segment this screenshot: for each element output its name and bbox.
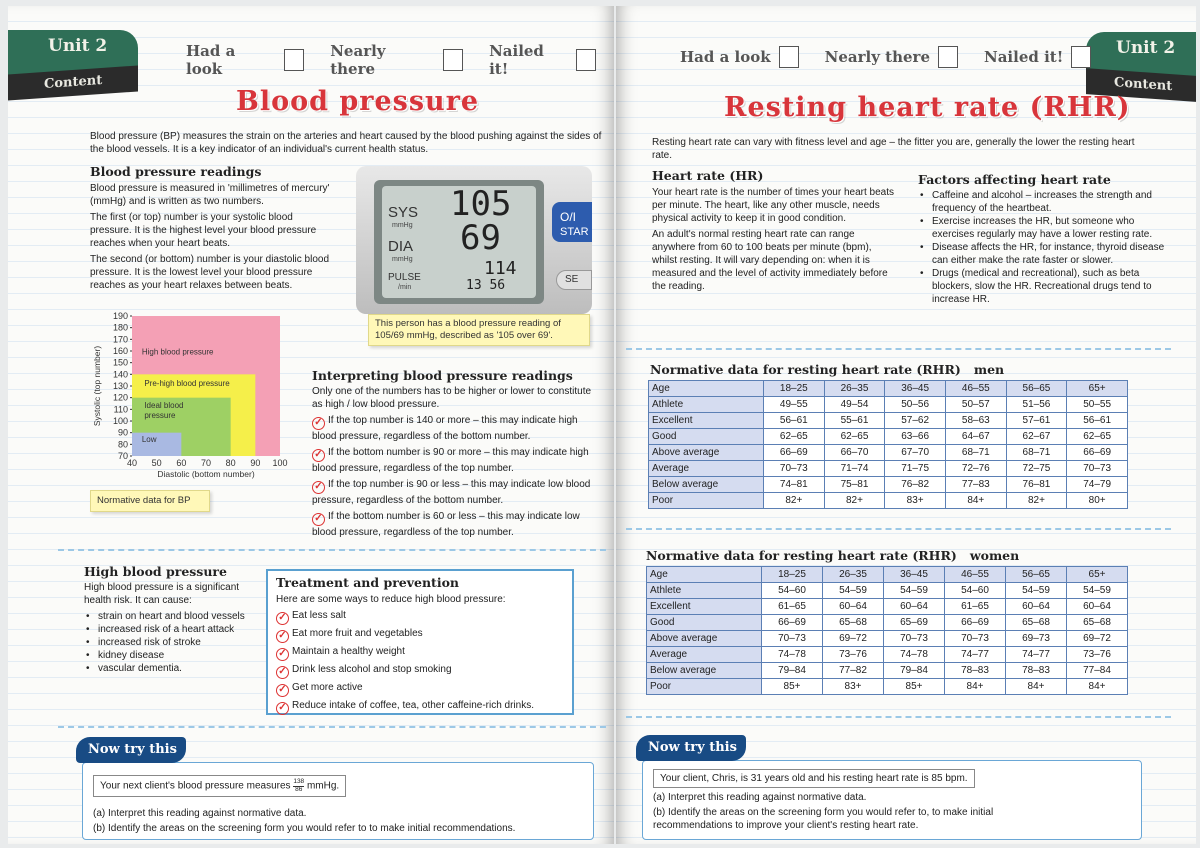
nailed-it-checkbox[interactable] — [1071, 46, 1091, 68]
tick-icon: ✓ — [276, 666, 289, 679]
table-cell: 56–65 — [1006, 381, 1067, 397]
diastolic-display: 69 — [460, 218, 501, 258]
factor-item: • Exercise increases the HR, but someone who exercises regularly may have a lower resting rate. — [918, 215, 1168, 241]
table-cell: Above average — [649, 445, 764, 461]
table-cell: 65+ — [1067, 381, 1128, 397]
high-bp-list — [84, 610, 254, 675]
x-tick-label: 100 — [272, 458, 288, 468]
table-cell: 74–78 — [762, 647, 823, 663]
y-tick-label: 160 — [112, 346, 128, 356]
intro-text: Resting heart rate can vary with fitness level and age – the fitter you are, generally the lower the resting heart rate. — [652, 137, 1135, 161]
bp-fraction — [293, 779, 304, 793]
had-a-look-checkbox[interactable] — [779, 46, 799, 68]
table-cell: 77–83 — [945, 477, 1006, 493]
interpreting-text — [312, 385, 594, 542]
table-cell: 49–54 — [824, 397, 885, 413]
now-try-a: (a) Interpret this reading against normative data. — [93, 808, 307, 819]
table-cell: 60–64 — [823, 599, 884, 615]
men-table-heading — [650, 362, 1004, 377]
list-item: • strain on heart and blood vessels — [84, 610, 254, 623]
region-label: Pre-high blood pressure — [144, 379, 230, 388]
treatment-item-label: Eat less salt — [292, 610, 346, 621]
table-cell: 84+ — [945, 679, 1006, 695]
treatment-item — [276, 661, 571, 679]
pulse-label: PULSE — [388, 272, 421, 283]
table-cell: 61–65 — [762, 599, 823, 615]
tick-icon: ✓ — [312, 513, 325, 526]
table-cell: 82+ — [824, 493, 885, 509]
table-row — [649, 397, 1128, 413]
table-cell: 82+ — [764, 493, 825, 509]
treatment-item-label: Reduce intake of coffee, tea, other caffeine-rich drinks. — [292, 700, 534, 711]
table-cell: 73–76 — [1067, 647, 1128, 663]
tick-icon: ✓ — [276, 648, 289, 661]
start-button: STAR — [560, 226, 589, 238]
hr-p1: Your heart rate is the number of times your heart beats per minute. The heart, like any other muscle, needs physical activity to keep it in good condition. — [652, 187, 894, 224]
table-cell: Average — [647, 647, 762, 663]
y-tick-label: 100 — [112, 416, 128, 426]
table-cell: 46–55 — [945, 567, 1006, 583]
hr-text — [652, 186, 897, 296]
table-cell: Poor — [649, 493, 764, 509]
table-cell: 65–69 — [884, 615, 945, 631]
now-try-badge-right: Now try this — [636, 735, 746, 761]
table-cell: 84+ — [945, 493, 1006, 509]
table-cell: Poor — [647, 679, 762, 695]
y-tick-label: 130 — [112, 381, 128, 391]
table-cell: 69–72 — [1067, 631, 1128, 647]
progress-tracker-right — [680, 46, 1109, 68]
men-heading-text: Normative data for resting heart rate (RHR) — [650, 362, 961, 377]
had-a-look-label: Had a look — [186, 42, 236, 78]
x-tick-label: 70 — [200, 458, 212, 468]
bp-chart — [82, 308, 292, 480]
list-item: • vascular dementia. — [84, 662, 254, 675]
table-cell: 77–84 — [1067, 663, 1128, 679]
dia-label: DIA — [388, 238, 414, 255]
table-cell: 60–64 — [1006, 599, 1067, 615]
interpreting-heading: Interpreting blood pressure readings — [312, 368, 573, 383]
table-cell: 76–81 — [1006, 477, 1067, 493]
table-row — [649, 477, 1128, 493]
now-try-b: (b) Identify the areas on the screening form you would refer to, to make initial recommendations to improve your client's resting heart rate. — [653, 807, 994, 831]
x-tick-label: 80 — [225, 458, 236, 468]
table-cell: 26–35 — [824, 381, 885, 397]
table-cell: 57–61 — [1006, 413, 1067, 429]
treatment-item — [276, 643, 571, 661]
prompt-post: mmHg. — [306, 780, 340, 792]
table-cell: 66–69 — [1067, 445, 1128, 461]
table-cell: Average — [649, 461, 764, 477]
region-label: Ideal blood — [144, 401, 184, 411]
region-low — [132, 433, 181, 456]
tick-icon: ✓ — [312, 417, 325, 430]
table-cell: 56–65 — [1006, 567, 1067, 583]
sys-label: SYS — [388, 204, 419, 221]
treatment-item-label: Get more active — [292, 682, 363, 693]
pulse-unit: /min — [398, 284, 412, 291]
y-tick-label: 110 — [113, 404, 128, 415]
table-cell: 58–63 — [945, 413, 1006, 429]
table-cell: 80+ — [1067, 493, 1128, 509]
table-header-row — [647, 567, 1128, 583]
table-cell: 77–82 — [823, 663, 884, 679]
table-cell: 74–77 — [945, 647, 1006, 663]
table-cell: 70–73 — [945, 631, 1006, 647]
tick-icon: ✓ — [312, 449, 325, 462]
divider — [626, 348, 1171, 350]
table-cell: 54–59 — [1006, 583, 1067, 599]
section-label: Content — [1086, 68, 1196, 102]
table-cell: 78–83 — [945, 663, 1006, 679]
divider — [58, 549, 606, 551]
table-cell: 69–72 — [823, 631, 884, 647]
nearly-there-label: Nearly there — [330, 42, 386, 78]
table-row — [649, 429, 1128, 445]
tick-icon: ✓ — [312, 481, 325, 494]
rule-3: If the top number is 90 or less – this may indicate low blood pressure, regardless of the bottom number. — [312, 479, 591, 506]
table-cell: 83+ — [885, 493, 946, 509]
table-cell: 72–76 — [945, 461, 1006, 477]
x-tick-label: 60 — [176, 458, 187, 468]
prompt-pre: Your next client's blood pressure measures — [100, 780, 291, 792]
table-cell: 74–77 — [1006, 647, 1067, 663]
x-tick-label: 50 — [151, 458, 162, 468]
y-tick-label: 180 — [112, 322, 128, 333]
region-label: pressure — [144, 411, 176, 421]
hr-heading: Heart rate (HR) — [652, 168, 764, 183]
high-bp-heading: High blood pressure — [84, 564, 227, 579]
now-try-box-left — [82, 762, 594, 840]
table-cell: 64–67 — [945, 429, 1006, 445]
power-button: O/I — [552, 202, 592, 242]
y-tick-label: 80 — [117, 439, 128, 450]
table-header-row — [649, 381, 1128, 397]
unit-label: Unit 2 — [48, 36, 108, 56]
table-row — [649, 413, 1128, 429]
now-try-box-right — [642, 760, 1142, 840]
divider — [58, 726, 606, 728]
sys-unit: mmHg — [392, 222, 413, 229]
table-cell: 61–65 — [945, 599, 1006, 615]
table-cell: 68–71 — [945, 445, 1006, 461]
unit-label: Unit 2 — [1116, 38, 1176, 58]
table-cell: Below average — [649, 477, 764, 493]
y-tick-label: 140 — [112, 369, 128, 380]
y-tick-label: 150 — [112, 357, 128, 368]
table-row — [649, 493, 1128, 509]
table-cell: 54–59 — [823, 583, 884, 599]
factor-item: • Disease affects the HR, for instance, thyroid disease can either make the rate faster or slower. — [918, 241, 1168, 267]
time-display: 13 56 — [466, 278, 506, 293]
nearly-there-checkbox[interactable] — [443, 49, 463, 71]
table-row — [647, 663, 1128, 679]
page-title: Resting heart rate (RHR) — [724, 92, 1131, 123]
readings-p1: Blood pressure is measured in 'millimetres of mercury' (mmHg) and is written as two numbers. — [90, 183, 330, 207]
treatment-box — [266, 569, 574, 715]
table-cell: 51–56 — [1006, 397, 1067, 413]
nailed-it-label: Nailed it! — [984, 48, 1064, 66]
table-cell: 68–71 — [1006, 445, 1067, 461]
table-cell: 73–76 — [823, 647, 884, 663]
right-page — [616, 6, 1196, 844]
table-cell: 49–55 — [764, 397, 825, 413]
table-cell: 67–70 — [885, 445, 946, 461]
rule-4: If the bottom number is 60 or less – this may indicate low blood pressure, regardless of the top number. — [312, 511, 580, 538]
table-cell: 74–79 — [1067, 477, 1128, 493]
table-cell: 36–45 — [885, 381, 946, 397]
treatment-item — [276, 679, 571, 697]
table-cell: 65–68 — [1067, 615, 1128, 631]
readings-p2: The first (or top) number is your systolic blood pressure. It is the highest level your blood pressure reaches when your heart beats. — [90, 212, 317, 249]
table-cell: 46–55 — [945, 381, 1006, 397]
table-cell: Excellent — [647, 599, 762, 615]
table-cell: 83+ — [823, 679, 884, 695]
now-try-prompt: Your client, Chris, is 31 years old and his resting heart rate is 85 bpm. — [653, 769, 975, 788]
table-cell: 66–69 — [764, 445, 825, 461]
left-page — [8, 6, 614, 844]
list-item: • kidney disease — [84, 649, 254, 662]
table-cell: 70–73 — [762, 631, 823, 647]
table-cell: Good — [649, 429, 764, 445]
now-try-a: (a) Interpret this reading against normative data. — [653, 792, 867, 803]
hr-p2: An adult's normal resting heart rate can range anywhere from 60 to 100 beats per minute (bpm), whilst resting. It will vary depending on: when it is measured and the level of activity immediately before the reading. — [652, 229, 888, 292]
table-cell: 72–75 — [1006, 461, 1067, 477]
rule-1: If the top number is 140 or more – this may indicate high blood pressure, regardless of the bottom number. — [312, 415, 578, 442]
table-cell: 85+ — [762, 679, 823, 695]
y-tick-label: 120 — [112, 392, 128, 403]
list-item: • increased risk of stroke — [84, 636, 254, 649]
table-cell: 57–62 — [885, 413, 946, 429]
monitor-caption: This person has a blood pressure reading of 105/69 mmHg, described as '105 over 69'. — [368, 314, 590, 346]
table-cell: 79–84 — [762, 663, 823, 679]
table-cell: 74–78 — [884, 647, 945, 663]
table-cell: 65–68 — [1006, 615, 1067, 631]
table-cell: Good — [647, 615, 762, 631]
table-cell: 69–73 — [1006, 631, 1067, 647]
tick-icon: ✓ — [276, 630, 289, 643]
men-group-label: men — [973, 362, 1005, 377]
table-cell: 54–60 — [762, 583, 823, 599]
y-axis-label: Systolic (top number) — [92, 345, 102, 427]
x-tick-label: 40 — [126, 458, 138, 468]
table-cell: 70–73 — [1067, 461, 1128, 477]
table-cell: 63–66 — [885, 429, 946, 445]
section-label: Content — [8, 65, 138, 100]
table-cell: 56–61 — [1067, 413, 1128, 429]
table-cell: 54–59 — [884, 583, 945, 599]
readings-p3: The second (or bottom) number is your diastolic blood pressure. It is the lowest level your blood pressure reaches as your heart relaxes between beats. — [90, 254, 330, 291]
nearly-there-label: Nearly there — [824, 48, 930, 66]
set-button: SE — [556, 270, 592, 290]
table-cell: 75–81 — [824, 477, 885, 493]
treatment-item — [276, 625, 571, 643]
treatment-list — [276, 607, 571, 715]
x-axis-label: Diastolic (bottom number) — [157, 469, 255, 479]
table-cell: 85+ — [884, 679, 945, 695]
factor-item: • Drugs (medical and recreational), such as beta blockers, slow the HR. Recreational drugs tend to increase HR. — [918, 267, 1168, 306]
table-cell: Age — [647, 567, 762, 583]
table-cell: 82+ — [1006, 493, 1067, 509]
bp-monitor-photo — [356, 166, 592, 314]
table-row — [647, 599, 1128, 615]
table-row — [649, 461, 1128, 477]
table-row — [647, 583, 1128, 599]
list-item: • increased risk of a heart attack — [84, 623, 254, 636]
nearly-there-checkbox[interactable] — [938, 46, 958, 68]
table-cell: 66–70 — [824, 445, 885, 461]
readings-text — [90, 182, 335, 295]
table-cell: 36–45 — [884, 567, 945, 583]
treatment-item-label: Drink less alcohol and stop smoking — [292, 664, 452, 675]
table-cell: 60–64 — [884, 599, 945, 615]
intro-text: Blood pressure (BP) measures the strain on the arteries and heart caused by the blood pushing against the sides of the blood vessels. It is a key indicator of an individual's current health status. — [90, 131, 602, 155]
table-cell: 60–64 — [1067, 599, 1128, 615]
divider — [626, 716, 1171, 718]
region-label: High blood pressure — [141, 347, 214, 357]
table-cell: 62–65 — [824, 429, 885, 445]
x-tick-label: 90 — [250, 458, 261, 468]
table-row — [649, 445, 1128, 461]
tick-icon: ✓ — [276, 612, 289, 625]
table-cell: 50–55 — [1067, 397, 1128, 413]
now-try-b: (b) Identify the areas on the screening form you would refer to to make initial recommendations. — [93, 823, 516, 834]
interpreting-intro: Only one of the numbers has to be higher or lower to constitute as high / low blood pressure. — [312, 386, 592, 410]
table-cell: 65+ — [1067, 567, 1128, 583]
table-row — [647, 647, 1128, 663]
table-cell: 78–83 — [1006, 663, 1067, 679]
table-cell: 54–60 — [945, 583, 1006, 599]
factors-list — [918, 189, 1168, 306]
had-a-look-checkbox[interactable] — [284, 49, 304, 71]
treatment-intro: Here are some ways to reduce high blood pressure: — [276, 594, 506, 605]
nailed-it-checkbox[interactable] — [576, 49, 596, 71]
table-cell: 56–61 — [764, 413, 825, 429]
unit-tab-left — [8, 30, 138, 93]
table-cell: 70–73 — [884, 631, 945, 647]
women-group-label: women — [969, 548, 1020, 563]
had-a-look-label: Had a look — [680, 48, 771, 66]
factor-item: • Caffeine and alcohol – increases the strength and frequency of the heartbeat. — [918, 189, 1168, 215]
region-label: Low — [141, 435, 157, 444]
table-cell: 74–81 — [764, 477, 825, 493]
table-row — [647, 631, 1128, 647]
table-cell: 66–69 — [762, 615, 823, 631]
chart-caption: Normative data for BP — [90, 490, 210, 512]
table-cell: Athlete — [649, 397, 764, 413]
table-cell: 62–65 — [1067, 429, 1128, 445]
now-try-badge-left: Now try this — [76, 737, 186, 763]
table-cell: 66–69 — [945, 615, 1006, 631]
tick-icon: ✓ — [276, 702, 289, 715]
treatment-heading: Treatment and prevention — [276, 575, 460, 590]
table-cell: 84+ — [1006, 679, 1067, 695]
table-row — [647, 615, 1128, 631]
fraction-bottom: 86 — [295, 785, 303, 793]
table-cell: 26–35 — [823, 567, 884, 583]
nailed-it-label: Nailed it! — [489, 42, 544, 78]
table-cell: 55–61 — [824, 413, 885, 429]
table-cell: 70–73 — [764, 461, 825, 477]
progress-tracker-left — [186, 42, 614, 78]
y-tick-label: 70 — [117, 451, 128, 461]
dia-unit: mmHg — [392, 256, 413, 263]
table-cell: Above average — [647, 631, 762, 647]
table-cell: 84+ — [1067, 679, 1128, 695]
table-cell: 18–25 — [764, 381, 825, 397]
high-bp-intro: High blood pressure is a significant health risk. It can cause: — [84, 582, 240, 606]
table-cell: 65–68 — [823, 615, 884, 631]
pulse-display: 114 — [484, 258, 517, 279]
table-cell: Age — [649, 381, 764, 397]
y-tick-label: 90 — [117, 427, 128, 438]
factors-heading: Factors affecting heart rate — [918, 172, 1111, 187]
readings-heading: Blood pressure readings — [90, 164, 262, 179]
women-rhr-table — [646, 566, 1128, 695]
table-cell: 71–74 — [824, 461, 885, 477]
systolic-display: 105 — [450, 184, 512, 224]
treatment-item — [276, 697, 571, 715]
table-cell: 50–56 — [885, 397, 946, 413]
table-cell: 50–57 — [945, 397, 1006, 413]
table-cell: Excellent — [649, 413, 764, 429]
high-bp-text — [84, 581, 254, 675]
treatment-item — [276, 607, 571, 625]
y-tick-label: 190 — [112, 311, 128, 321]
table-cell: 54–59 — [1067, 583, 1128, 599]
table-cell: 62–65 — [764, 429, 825, 445]
rule-2: If the bottom number is 90 or more – this may indicate high blood pressure, regardless of the top number. — [312, 447, 589, 474]
table-cell: 76–82 — [885, 477, 946, 493]
table-cell: 79–84 — [884, 663, 945, 679]
treatment-item-label: Maintain a healthy weight — [292, 646, 405, 657]
table-cell: Athlete — [647, 583, 762, 599]
tick-icon: ✓ — [276, 684, 289, 697]
table-cell: 62–67 — [1006, 429, 1067, 445]
women-table-heading — [646, 548, 1019, 563]
divider — [626, 528, 1171, 530]
men-rhr-table — [648, 380, 1128, 509]
page-title: Blood pressure — [236, 86, 480, 117]
table-cell: 71–75 — [885, 461, 946, 477]
treatment-item-label: Eat more fruit and vegetables — [292, 628, 423, 639]
table-cell: Below average — [647, 663, 762, 679]
y-tick-label: 170 — [112, 334, 128, 345]
table-cell: 18–25 — [762, 567, 823, 583]
now-try-prompt — [93, 775, 346, 797]
fraction-top: 138 — [293, 778, 305, 785]
women-heading-text: Normative data for resting heart rate (RHR) — [646, 548, 957, 563]
table-row — [647, 679, 1128, 695]
